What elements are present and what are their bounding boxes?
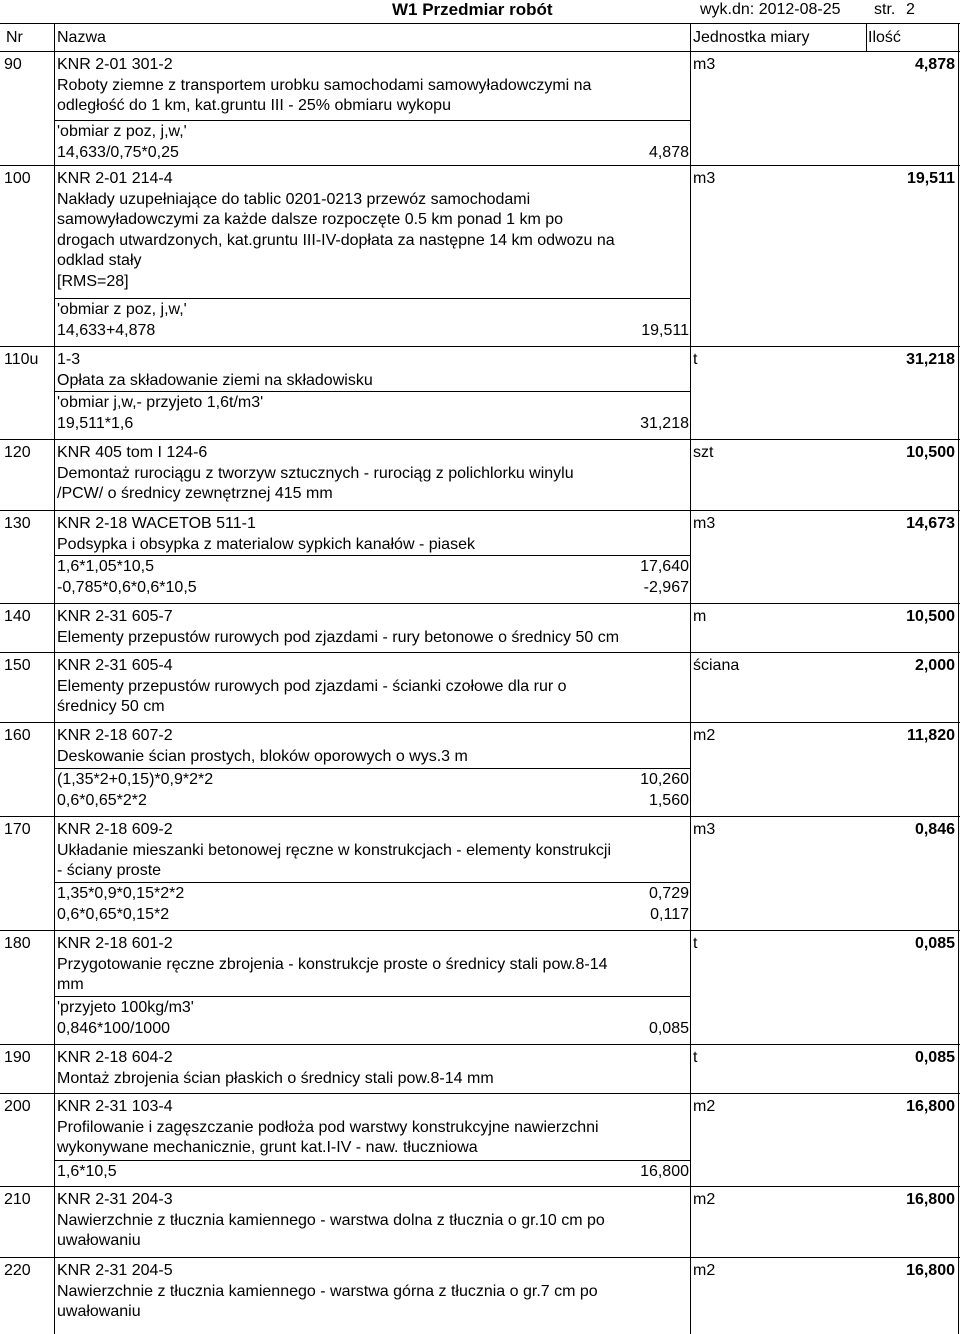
calc-value: 16,800 — [640, 1163, 689, 1180]
page-label: str. — [874, 1, 896, 18]
calc-rule — [55, 768, 690, 769]
document-title: W1 Przedmiar robót — [392, 0, 553, 19]
item-description: Podsypka i obsypka z materialow sypkich kanałów - piasek — [57, 535, 475, 553]
item-unit: m2 — [693, 1191, 716, 1208]
item-separator — [0, 1044, 960, 1045]
item-quantity: 4,878 — [914, 56, 955, 73]
item-number: 170 — [4, 821, 31, 838]
column-header-rule — [0, 51, 960, 52]
item-number: 120 — [4, 444, 31, 461]
calc-rule — [55, 298, 690, 299]
item-quantity: 16,800 — [906, 1191, 955, 1208]
calc-rule — [55, 391, 690, 392]
item-unit: t — [693, 935, 698, 952]
column-divider-unit — [866, 24, 867, 52]
item-separator — [0, 165, 960, 166]
calc-expression: 0,846*100/1000 — [57, 1019, 170, 1037]
calc-value: 1,560 — [648, 791, 689, 809]
item-unit: m2 — [693, 1098, 716, 1115]
item-number: 150 — [4, 657, 31, 674]
item-code: KNR 2-18 601-2 — [57, 935, 173, 952]
item-number: 130 — [4, 515, 31, 532]
column-header-nr: Nr — [6, 29, 23, 46]
item-code: KNR 2-31 605-4 — [57, 657, 173, 674]
item-description: Nawierzchnie z tłucznia kamiennego - warstwa górna z tłucznia o gr.7 cm po — [57, 1282, 598, 1300]
calc-value: 10,260 — [640, 771, 689, 788]
item-quantity: 0,085 — [914, 1049, 955, 1066]
item-code: KNR 2-31 103-4 — [57, 1098, 173, 1115]
calc-value: 19,511 — [641, 321, 689, 339]
calc-expression: 14,633/0,75*0,25 — [57, 143, 179, 161]
column-divider-right — [958, 24, 959, 1334]
calc-expression: 1,35*0,9*0,15*2*2 — [57, 885, 185, 902]
calc-expression: 1,6*1,05*10,5 — [57, 558, 154, 575]
item-code: KNR 2-31 204-5 — [57, 1262, 173, 1279]
item-number: 100 — [4, 170, 31, 187]
calc-expression: (1,35*2+0,15)*0,9*2*2 — [57, 771, 214, 788]
item-unit: ściana — [693, 657, 740, 674]
item-code: KNR 2-01 214-4 — [57, 170, 173, 187]
item-separator — [0, 510, 960, 511]
item-number: 140 — [4, 608, 31, 625]
item-unit: m3 — [693, 515, 716, 532]
item-number: 90 — [4, 56, 22, 73]
item-number: 110u — [4, 351, 39, 368]
calc-rule — [55, 555, 690, 556]
item-code: KNR 2-31 605-7 — [57, 608, 173, 625]
item-description: Przygotowanie ręczne zbrojenia - konstrukcje proste o średnicy stali pow.8-14 — [57, 955, 608, 973]
calc-expression: 'obmiar z poz, j,w,' — [57, 301, 187, 318]
item-description: Układanie mieszanki betonowej ręczne w konstrukcjach - elementy konstrukcji — [57, 841, 612, 859]
item-unit: m2 — [693, 1262, 716, 1279]
item-quantity: 11,820 — [906, 727, 955, 744]
item-quantity: 0,846 — [914, 821, 955, 838]
item-code: KNR 405 tom I 124-6 — [57, 444, 208, 461]
calc-value: 4,878 — [648, 143, 689, 161]
item-number: 160 — [4, 727, 31, 744]
calc-value: 0,117 — [650, 905, 689, 923]
calc-expression: 1,6*10,5 — [57, 1163, 117, 1180]
item-separator — [0, 603, 960, 604]
calc-value: 17,640 — [640, 558, 689, 575]
item-description: mm — [57, 976, 84, 993]
item-description: [RMS=28] — [57, 272, 129, 290]
column-header-unit: Jednostka miary — [693, 29, 810, 46]
column-header-name: Nazwa — [57, 29, 106, 46]
calc-value: -2,967 — [643, 578, 689, 596]
item-number: 200 — [4, 1098, 31, 1115]
item-code: KNR 2-01 301-2 — [57, 56, 173, 73]
item-separator — [0, 346, 960, 347]
calc-expression: 19,511*1,6 — [57, 414, 134, 432]
calc-rule — [55, 1160, 690, 1161]
item-quantity: 14,673 — [906, 515, 955, 532]
calc-value: 0,729 — [648, 885, 689, 902]
column-divider-nr — [54, 24, 55, 1334]
item-description: Nakłady uzupełniające do tablic 0201-0213 przewóz samochodami — [57, 190, 531, 208]
item-separator — [0, 439, 960, 440]
item-code: KNR 2-18 607-2 — [57, 727, 173, 744]
item-description: Montaż zbrojenia ścian płaskich o średnicy stali pow.8-14 mm — [57, 1069, 494, 1087]
calc-rule — [55, 882, 690, 883]
item-description: odległość do 1 km, kat.gruntu III - 25% obmiaru wykopu — [57, 97, 451, 114]
item-separator — [0, 652, 960, 653]
item-separator — [0, 722, 960, 723]
item-description: uwałowaniu — [57, 1303, 141, 1320]
item-unit: t — [693, 351, 698, 368]
item-quantity: 19,511 — [906, 170, 955, 187]
item-description: samowyładowczymi za każde dalsze rozpoczęte 0.5 km ponad 1 km po — [57, 211, 564, 228]
item-quantity: 2,000 — [914, 657, 955, 674]
calc-expression: -0,785*0,6*0,6*10,5 — [57, 578, 197, 596]
calc-expression: 'przyjeto 100kg/m3' — [57, 999, 194, 1016]
calc-expression: 'obmiar z poz, j,w,' — [57, 123, 187, 140]
item-unit: m3 — [693, 56, 716, 73]
calc-expression: 14,633+4,878 — [57, 321, 156, 339]
print-date: wyk.dn: 2012-08-25 — [700, 1, 841, 18]
item-description: wykonywane mechanicznie, grunt kat.I-IV - naw. tłuczniowa — [57, 1139, 478, 1156]
item-description: Nawierzchnie z tłucznia kamiennego - warstwa dolna z tłucznia o gr.10 cm po — [57, 1211, 605, 1229]
calc-expression: 'obmiar j,w,- przyjeto 1,6t/m3' — [57, 394, 264, 411]
calc-rule — [55, 996, 690, 997]
item-code: KNR 2-18 604-2 — [57, 1049, 173, 1066]
item-description: średnicy 50 cm — [57, 698, 165, 715]
calc-expression: 0,6*0,65*0,15*2 — [57, 905, 170, 923]
item-description: Roboty ziemne z transportem urobku samochodami samowyładowczymi na — [57, 76, 592, 94]
item-code: KNR 2-31 204-3 — [57, 1191, 173, 1208]
item-description: drogach utwardzonych, kat.gruntu III-IV-dopłata za następne 14 km odwozu na — [57, 231, 615, 249]
item-separator — [0, 930, 960, 931]
calc-rule — [55, 120, 690, 121]
item-separator — [0, 816, 960, 817]
item-unit: szt — [693, 444, 714, 461]
calc-value: 31,218 — [640, 414, 689, 432]
item-description: Deskowanie ścian prostych, bloków oporowych o wys.3 m — [57, 747, 468, 765]
calc-expression: 0,6*0,65*2*2 — [57, 791, 147, 809]
item-description: Profilowanie i zagęszczanie podłoża pod warstwy konstrukcyjne nawierzchni — [57, 1118, 599, 1136]
item-description: Demontaż rurociągu z tworzyw sztucznych - rurociąg z polichlorku winylu — [57, 464, 574, 482]
item-number: 180 — [4, 935, 31, 952]
item-number: 210 — [4, 1191, 31, 1208]
item-unit: t — [693, 1049, 698, 1066]
item-description: odklad stały — [57, 252, 142, 269]
item-number: 190 — [4, 1049, 31, 1066]
item-description: - ściany proste — [57, 862, 162, 879]
item-description: Opłata za składowanie ziemi na składowisku — [57, 371, 373, 389]
item-unit: m2 — [693, 727, 716, 744]
item-quantity: 16,800 — [906, 1262, 955, 1279]
item-number: 220 — [4, 1262, 31, 1279]
calc-value: 0,085 — [648, 1019, 689, 1037]
item-quantity: 0,085 — [914, 935, 955, 952]
item-separator — [0, 1257, 960, 1258]
item-separator — [0, 1093, 960, 1094]
item-unit: m — [693, 608, 707, 625]
item-description: uwałowaniu — [57, 1232, 141, 1249]
item-quantity: 10,500 — [906, 608, 955, 625]
column-header-qty: Ilość — [868, 29, 901, 46]
item-unit: m3 — [693, 170, 716, 187]
item-quantity: 31,218 — [906, 351, 955, 368]
page-number: 2 — [906, 1, 915, 18]
item-description: Elementy przepustów rurowych pod zjazdami - ścianki czołowe dla rur o — [57, 677, 567, 695]
item-separator — [0, 1186, 960, 1187]
item-code: KNR 2-18 609-2 — [57, 821, 173, 838]
header-rule — [0, 23, 960, 24]
item-quantity: 16,800 — [906, 1098, 955, 1115]
item-unit: m3 — [693, 821, 716, 838]
item-description: /PCW/ o średnicy zewnętrznej 415 mm — [57, 485, 333, 502]
column-divider-name — [690, 24, 691, 1334]
item-code: KNR 2-18 WACETOB 511-1 — [57, 515, 256, 532]
item-quantity: 10,500 — [906, 444, 955, 461]
item-code: 1-3 — [57, 351, 81, 368]
item-description: Elementy przepustów rurowych pod zjazdami - rury betonowe o średnicy 50 cm — [57, 628, 620, 646]
